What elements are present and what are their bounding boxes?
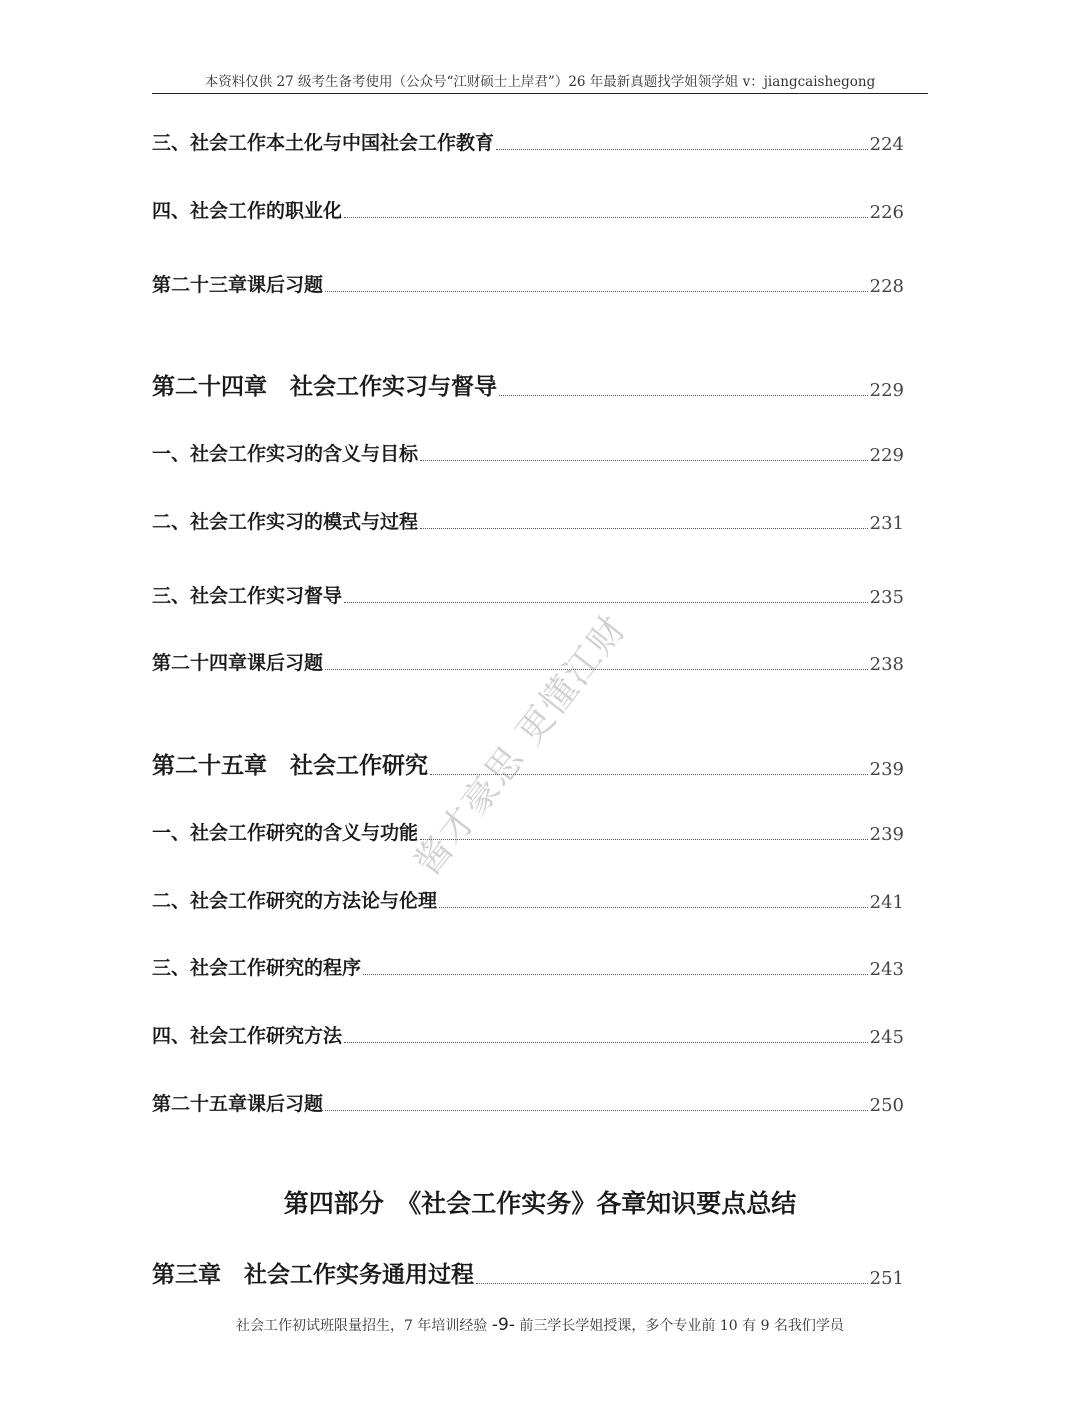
- toc-entry-title: 第二十三章课后习题: [152, 274, 324, 296]
- toc-page-number: 250: [869, 1095, 904, 1116]
- toc-page-number: 251: [869, 1268, 904, 1289]
- toc-entry[interactable]: [152, 886, 904, 913]
- toc-page-number: 231: [869, 513, 904, 534]
- page-header: 本资料仅供 27 级考生备考使用（公众号“江财硕士上岸君”）26 年最新真题找学姐领学姐 v：jiangcaishegong: [204, 74, 876, 90]
- toc-page-number: 229: [869, 445, 904, 466]
- toc-entry-title: 二、社会工作研究的方法论与伦理: [152, 890, 438, 912]
- toc-entry-title: 第二十四章课后习题: [152, 652, 324, 674]
- toc-entry[interactable]: [152, 953, 904, 980]
- toc-page-number: 245: [869, 1027, 904, 1048]
- dot-leader: [344, 217, 868, 218]
- toc-entry-title: 第三章 社会工作实务通用过程: [152, 1261, 474, 1288]
- part-heading: 第四部分 《社会工作实务》各章知识要点总结: [283, 1189, 797, 1218]
- footer-page-number: -9-: [491, 1315, 515, 1335]
- toc-entry-title: 第二十四章 社会工作实习与督导: [152, 373, 497, 400]
- toc-entry-title: 第二十五章 社会工作研究: [152, 752, 428, 779]
- watermark: 酱才豪思 更懂江财: [407, 607, 635, 884]
- toc-entry[interactable]: [152, 439, 904, 466]
- toc-entry[interactable]: [152, 507, 904, 534]
- dot-leader: [420, 460, 868, 461]
- toc-entry[interactable]: [152, 818, 904, 845]
- toc-entry[interactable]: [152, 648, 904, 675]
- toc-entry-title: 三、社会工作研究的程序: [152, 957, 362, 979]
- header-rule: [152, 93, 928, 94]
- toc-page-number: 235: [869, 587, 904, 608]
- toc-page-number: 229: [869, 380, 904, 401]
- toc-entry-title: 三、社会工作本土化与中国社会工作教育: [152, 132, 495, 154]
- dot-leader: [325, 291, 868, 292]
- footer-left-text: 社会工作初试班限量招生，7 年培训经验: [236, 1318, 488, 1334]
- toc-page-number: 226: [869, 202, 904, 223]
- toc-entry-title: 四、社会工作研究方法: [152, 1025, 343, 1047]
- dot-leader: [344, 1042, 868, 1043]
- dot-leader: [363, 974, 868, 975]
- toc-entry-title: 四、社会工作的职业化: [152, 200, 343, 222]
- toc-page-number: 224: [869, 134, 904, 155]
- dot-leader: [344, 602, 868, 603]
- toc-chapter-entry[interactable]: [152, 368, 904, 401]
- toc-page-number: 238: [869, 654, 904, 675]
- toc-entry-title: 一、社会工作研究的含义与功能: [152, 822, 419, 844]
- toc-entry-title: 第二十五章课后习题: [152, 1093, 324, 1115]
- dot-leader: [476, 1283, 868, 1284]
- footer-right-text: 前三学长学姐授课，多个专业前 10 有 9 名我们学员: [519, 1318, 844, 1334]
- dot-leader: [439, 907, 868, 908]
- dot-leader: [325, 1110, 868, 1111]
- toc-page-number: 239: [869, 759, 904, 780]
- toc-entry-title: 三、社会工作实习督导: [152, 585, 343, 607]
- toc-entry[interactable]: [152, 1089, 904, 1116]
- toc-entry[interactable]: [152, 270, 904, 297]
- toc-entry[interactable]: [152, 581, 904, 608]
- toc-entry-title: 二、社会工作实习的模式与过程: [152, 511, 419, 533]
- toc-entry[interactable]: [152, 1021, 904, 1048]
- toc-page-number: 239: [869, 824, 904, 845]
- toc-chapter-entry[interactable]: [152, 1256, 904, 1289]
- dot-leader: [420, 528, 868, 529]
- toc-entry-title: 一、社会工作实习的含义与目标: [152, 443, 419, 465]
- dot-leader: [496, 149, 868, 150]
- toc-page-number: 228: [869, 276, 904, 297]
- dot-leader: [499, 395, 868, 396]
- page-footer: [152, 1315, 928, 1335]
- dot-leader: [420, 839, 868, 840]
- toc-entry[interactable]: [152, 196, 904, 223]
- toc-page-number: 241: [869, 892, 904, 913]
- toc-entry[interactable]: [152, 128, 904, 155]
- toc-page-number: 243: [869, 959, 904, 980]
